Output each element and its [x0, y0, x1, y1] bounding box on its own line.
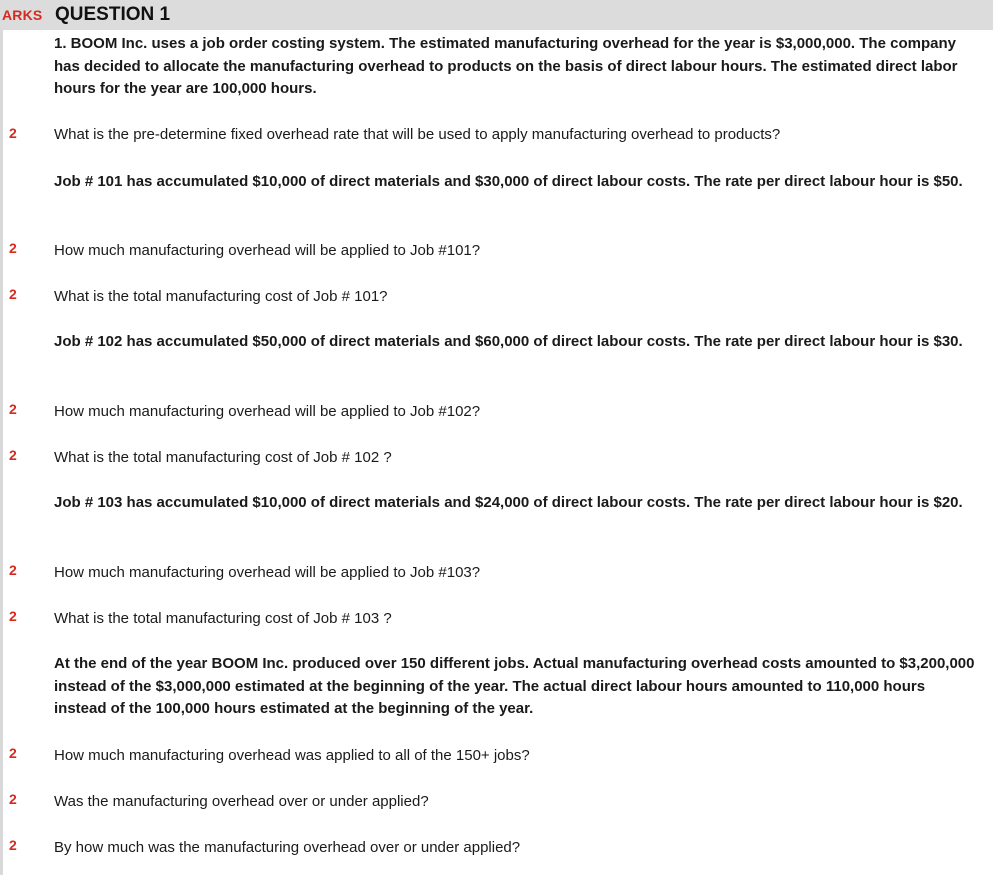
mark-q1: 2	[9, 125, 17, 141]
mark-q10: 2	[9, 837, 17, 853]
job-101-paragraph: Job # 101 has accumulated $10,000 of direct materials and $30,000 of direct labour costs. The rate per direct labour hour is $50.	[54, 173, 963, 190]
question-over-under-applied: Was the manufacturing overhead over or under applied?	[54, 793, 429, 810]
question-job-101-overhead: How much manufacturing overhead will be applied to Job #101?	[54, 242, 481, 259]
mark-q4: 2	[9, 401, 17, 417]
year-end-paragraph: At the end of the year BOOM Inc. produced over 150 different jobs. Actual manufacturing overhead costs amounted to $3,200,000 instead of the $3,000,000 estimated at the beginning of the year. The actual direct labour hours amounted to 110,000 hours instead of the 100,000 hours estimated at the beginning of the year.	[54, 655, 975, 717]
mark-q3: 2	[9, 286, 17, 302]
job-103-paragraph: Job # 103 has accumulated $10,000 of direct materials and $24,000 of direct labour costs. The rate per direct labour hour is $20.	[54, 494, 963, 511]
question-job-103-overhead: How much manufacturing overhead will be applied to Job #103?	[54, 564, 481, 581]
question-header	[0, 0, 993, 30]
mark-q5: 2	[9, 447, 17, 463]
intro-paragraph: 1. BOOM Inc. uses a job order costing system. The estimated manufacturing overhead for the year is $3,000,000. The company has decided to allocate the manufacturing overhead to products on the basis of direct labour hours. The estimated direct labor hours for the year are 100,000 hours.	[54, 35, 958, 97]
question-job-102-total-cost: What is the total manufacturing cost of Job # 102 ?	[54, 449, 392, 466]
mark-q9: 2	[9, 791, 17, 807]
question-over-under-amount: By how much was the manufacturing overhead over or under applied?	[54, 839, 521, 856]
job-102-paragraph: Job # 102 has accumulated $50,000 of direct materials and $60,000 of direct labour costs. The rate per direct labour hour is $30.	[54, 333, 963, 350]
question-job-101-total-cost: What is the total manufacturing cost of Job # 101?	[54, 288, 388, 305]
marks-column-label: ARKS	[2, 7, 43, 23]
mark-q6: 2	[9, 562, 17, 578]
mark-q7: 2	[9, 608, 17, 624]
mark-q2: 2	[9, 240, 17, 256]
question-total-applied-overhead: How much manufacturing overhead was applied to all of the 150+ jobs?	[54, 747, 530, 764]
question-job-103-total-cost: What is the total manufacturing cost of Job # 103 ?	[54, 610, 392, 627]
mark-q8: 2	[9, 745, 17, 761]
question-title: QUESTION 1	[55, 4, 171, 25]
question-job-102-overhead: How much manufacturing overhead will be applied to Job #102?	[54, 403, 481, 420]
question-overhead-rate: What is the pre-determine fixed overhead rate that will be used to apply manufacturing overhead to products?	[54, 126, 781, 143]
left-margin-rule	[0, 0, 3, 875]
